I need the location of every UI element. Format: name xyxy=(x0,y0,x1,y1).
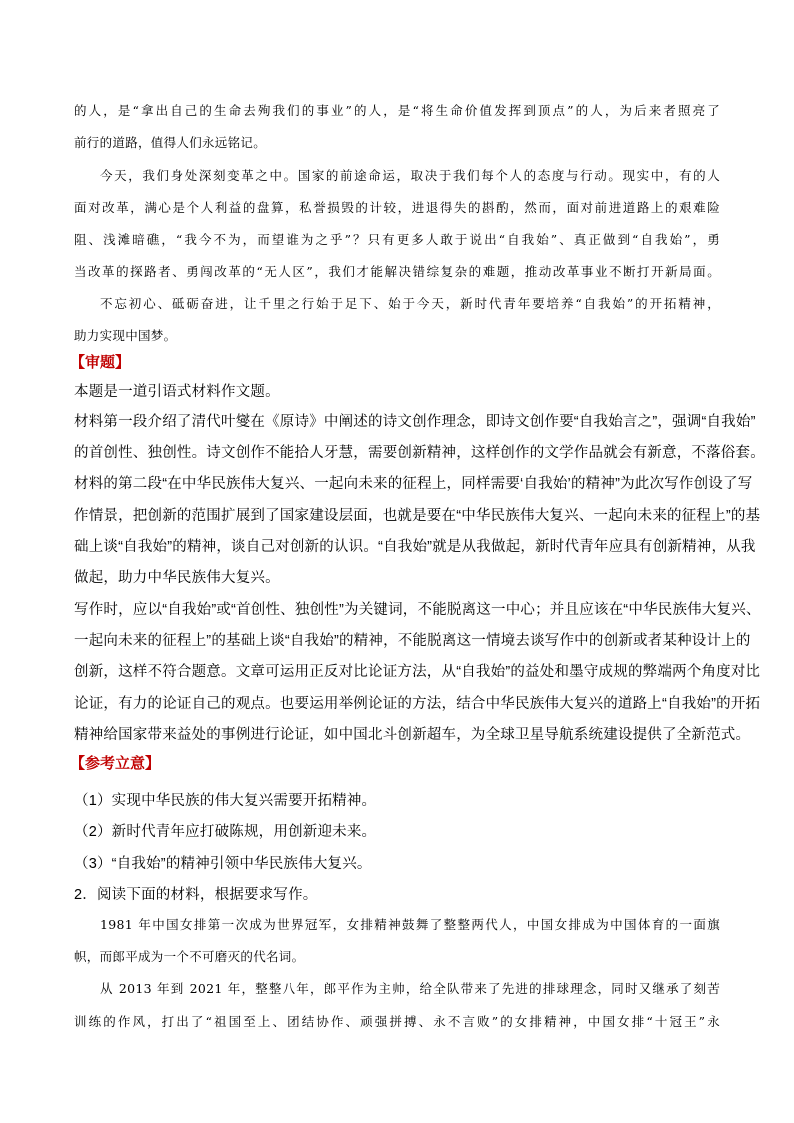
material-line: 训练的作风，打出了“祖国至上、团结协作、顽强拼搏、永不言败”的女排精神，中国女排“十冠王”永 xyxy=(74,1014,720,1029)
analysis-line: 精神给国家带来益处的事例进行论证，如中国北斗创新超车，为全球卫星导航系统建设提供了全新范式。 xyxy=(74,727,751,743)
analysis-line: 一起向未来的征程上”的基础上谈“自我始”的精神，不能脱离这一情境去谈写作中的创新或者某种设计上的 xyxy=(74,633,751,649)
idea-item: （3）“自我始”的精神引领中华民族伟大复兴。 xyxy=(74,856,372,872)
passage-line: 前行的道路，值得人们永远铭记。 xyxy=(74,135,267,150)
analysis-line: 的首创性、独创性。诗文创作不能拾人牙慧，需要创新精神，这样创作的文学作品就会有新意，不落俗套。 xyxy=(74,445,765,461)
passage-line: 阻、浅滩暗礁，“我今不为，而望谁为之乎”？只有更多人敢于说出“自我始”、真正做到“自我始”，勇 xyxy=(74,232,720,247)
passage-line: 面对改革，满心是个人利益的盘算，私誉损毁的计较，进退得失的斟酌，然而，面对前进道路上的艰难险 xyxy=(74,200,720,215)
analysis-line: 创新，这样不符合题意。文章可运用正反对比论证方法，从“自我始”的益处和墨守成规的弊端两个角度对比 xyxy=(74,664,761,680)
material-line: 1981 年中国女排第一次成为世界冠军，女排精神鼓舞了整整两代人，中国女排成为中国体育的一面旗 xyxy=(100,917,720,932)
passage-line: 不忘初心、砥砺奋进，让千里之行始于足下、始于今天，新时代青年要培养“自我始”的开拓精神， xyxy=(100,296,720,311)
passage-line: 今天，我们身处深刻变革之中。国家的前途命运，取决于我们每个人的态度与行动。现实中，有的人 xyxy=(100,168,720,183)
idea-item: （1）实现中华民族的伟大复兴需要开拓精神。 xyxy=(74,793,377,809)
analysis-line: 写作时，应以“自我始”或“首创性、独创性”为关键词，不能脱离这一中心；并且应该在“中华民族伟大复兴、 xyxy=(74,602,761,618)
material-line: 帜，而郎平成为一个不可磨灭的代名词。 xyxy=(74,949,305,964)
question-2: 2．阅读下面的材料，根据要求写作。 xyxy=(74,887,318,903)
section-heading-cankao: 【参考立意】 xyxy=(70,754,161,772)
analysis-line: 本题是一道引语式材料作文题。 xyxy=(74,384,280,400)
passage-line: 当改革的探路者、勇闯改革的“无人区”，我们才能解决错综复杂的难题，推动改革事业不断打开新局面。 xyxy=(74,264,720,279)
section-heading-shenti: 【审题】 xyxy=(70,353,131,371)
analysis-line: 论证，有力的论证自己的观点。也要运用举例论证的方法，结合中华民族伟大复兴的道路上“自我始”的开拓 xyxy=(74,696,761,712)
material-line: 从 2013 年到 2021 年，整整八年，郎平作为主帅，给全队带来了先进的排球理念，同时又继承了刻苦 xyxy=(100,981,720,996)
analysis-line: 做起，助力中华民族伟大复兴。 xyxy=(74,570,280,586)
analysis-line: 作情景，把创新的范围扩展到了国家建设层面，也就是要在“中华民族伟大复兴、一起向未来的征程上”的基 xyxy=(74,508,761,524)
passage-line: 的人，是“拿出自己的生命去殉我们的事业”的人，是“将生命价值发挥到顶点”的人，为后来者照亮了 xyxy=(74,103,720,118)
passage-line: 助力实现中国梦。 xyxy=(74,328,177,343)
idea-item: （2）新时代青年应打破陈规，用创新迎未来。 xyxy=(74,824,377,840)
analysis-line: 材料的第二段“在中华民族伟大复兴、一起向未来的征程上，同样需要‘自我始’的精神”为此次写作创设了写 xyxy=(74,476,753,492)
analysis-line: 材料第一段介绍了清代叶燮在《原诗》中阐述的诗文创作理念，即诗文创作要“自我始言之”，强调“自我始” xyxy=(74,414,756,430)
analysis-line: 础上谈“自我始”的精神，谈自己对创新的认识。“自我始”就是从我做起，新时代青年应具有创新精神，从我 xyxy=(74,539,756,555)
